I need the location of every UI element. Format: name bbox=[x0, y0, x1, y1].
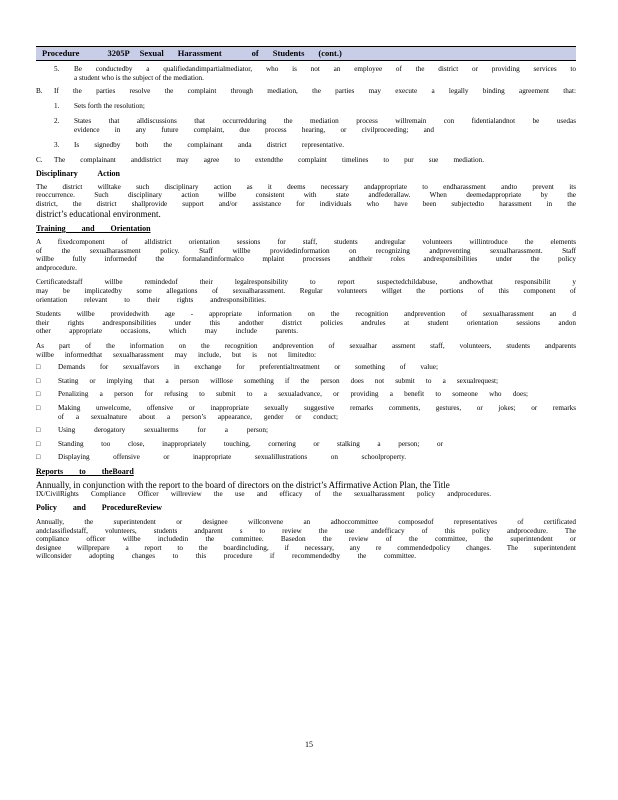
list-item-bullet-1: □ Demands for sexualfavors in exchange for preferentialtreatment or something of value; bbox=[36, 363, 438, 372]
bullet-marker-icon: □ bbox=[36, 453, 41, 462]
section-c-text: The complainant anddistrict may agree to extendthe complaint timelines to pur sue mediation. bbox=[54, 156, 484, 165]
heading-policy-procedure-review: Policy and ProcedureReview bbox=[36, 503, 162, 512]
header-sexual: Sexual bbox=[139, 48, 164, 58]
bullet-marker-icon: □ bbox=[36, 403, 41, 412]
list-item-bullet-6: □ Standing too close, inappropriately touching, cornering or stalking a person; or bbox=[36, 439, 443, 448]
page-number: 15 bbox=[305, 740, 313, 749]
a5-line1: Be conductedby a qualifiedandimpartialmediator, who is not an employee of the district or providing services to bbox=[74, 65, 576, 73]
list-item-bullet-3: □ Penalizing a person for refusing to submit to a sexualadvance, or providing a benefit to someone who does; bbox=[36, 390, 528, 399]
list-item-b1: 1. Sets forth the resolution; bbox=[54, 101, 145, 110]
header-harassment: Harassment bbox=[177, 48, 222, 58]
section-c: C. The complainant anddistrict may agree to extendthe complaint timelines to pur sue mediation. bbox=[36, 156, 484, 165]
procedure-header-bar bbox=[36, 46, 576, 61]
list-item-b2: 2. States that alldiscussions that occurredduring the mediation process willremain con fidentialandnot be usedas evidence in any future complaint, due process hearing, or civilproceeding; and bbox=[54, 117, 576, 134]
header-of: of bbox=[251, 48, 259, 58]
heading-disciplinary-action: Disciplinary Action bbox=[36, 168, 121, 178]
heading-reports-to-board: Reports to theBoard bbox=[36, 466, 134, 476]
header-students: Students bbox=[272, 48, 305, 58]
document-page: Procedure 3205P Sexual Harassment of Students (cont.) 5. Be conductedby a qualifiedandimpartialmediator, who is not an employee of the district or providing services to a student who is the subject of the mediation. B. If the parties resolve the complaint through mediation, the parties may execute a legally binding agreement that: 1. Sets forth the resolution; 2. States that alldiscussions that occurredduring the mediation process willremain con fidentialandnot be usedas evidence in any future complaint, due process hearing, or civilproceeding; and 3. Is signedby both the complainant anda district representative. C. The complainant anddistrict may agree to extendthe complaint timelines to pur sue mediation. Disciplinary Action The district willtake such disciplinary action as it deems necessary andappropriate to endharassment andto prevent its reoccurrence. Such disciplinary action willbe consistent with state andfederallaw. When deemedappropriate by the district, the district shallprovide support and/or assistance for individuals who have been subjectedto harassment in the district’s educational environment. Training and Orientation A fixedcomponent of alldistrict orientation sessions for staff, students andregular volunteers willintroduce the elements of the sexualharassment policy. Staff willbe providedinformation on recognizing andpreventing sexualharassment. Staff willbe fully informedof the formalandinformalco mplaint processes andtheir roles andresponsibilities under the policy andprocedure. Certificatedstaff willbe remindedof their legalresponsibility to report suspectedchildabuse, andhowthat responsibilit y may be implicatedby some allegations of sexualharassment. Regular volunteers willget the portions of this component of orientation relevant to their rights andresponsibilities. Students willbe providedwith age - appropriate information on the recognition andprevention of sexualharassment an d their rights andresponsibilities under this andother district policies andrules at student orientation sessions andon other appropriate occasions, which may include parents. As part of the information on the recognition andprevention of sexualhar assment staff, volunteers, students andparents willbe informedthat sexualharassment may include, but is not limitedto: □ Demands for sexualfavors in exchange for preferentialtreatment or something of value; □ Stating or implying that a person willlose something if the person does not submit to a sexualrequest; □ Penalizing a person for refusing to submit to a sexualadvance, or providing a benefit to someone who does; □ Making unwelcome, offensive or inappropriate sexually suggestive remarks comments, gestures, or jokes; or remarks of a sexualnature about a person’s appearance, gender or conduct; □ Using derogatory sexualterms for a person; □ Standing too close, inappropriately touching, cornering or stalking a person; or □ Displaying offensive or inappropriate sexualillustrations on schoolproperty. Reports to theBoard Annually, in conjunction with the report to the board of directors on the district’s Affirmative Action Plan, the Title IX/CivilRights Compliance Officer willreview the use and efficacy of the sexualharassment policy andprocedures. Policy and ProcedureReview Annually, the superintendent or designee willconvene an adhoccommittee composedof representatives of certificated andclassifiedstaff, volunteers, students andparent s to review the use andefficacy of this policy andprocedure. The compliance officer willbe includedin the committee. Basedon the review of the committee, the superintendent or designee willprepare a report to the boardincluding, if necessary, any re commendedpolicy changes. The superintendent willconsider adopting changes to this procedure if recommendedby the committee. bbox=[36, 48, 576, 561]
list-item-a5: 5. Be conductedby a qualifiedandimpartialmediator, who is not an employee of the district or providing services to a student who is the subject of the mediation. bbox=[54, 65, 576, 82]
bullet-marker-icon: □ bbox=[36, 439, 41, 448]
section-b: B. If the parties resolve the complaint through mediation, the parties may execute a legally binding agreement that: bbox=[36, 87, 576, 96]
heading-training-orientation: Training and Orientation bbox=[36, 224, 151, 234]
header-cont: (cont.) bbox=[318, 48, 342, 58]
list-item-bullet-2: □ Stating or implying that a person willlose something if the person does not submit to a sexualrequest; bbox=[36, 376, 498, 385]
list-item-bullet-4: □ Making unwelcome, offensive or inappropriate sexually suggestive remarks comments, gestures, or jokes; or remarks of a sexualnature about a person’s appearance, gender or conduct; bbox=[36, 403, 576, 421]
list-item-bullet-5: □ Using derogatory sexualterms for a person; bbox=[36, 426, 268, 435]
bullet-marker-icon: □ bbox=[36, 363, 41, 372]
bullet-marker-icon: □ bbox=[36, 426, 41, 435]
header-number: 3205P bbox=[107, 48, 130, 58]
header-procedure: Procedure bbox=[42, 48, 80, 58]
a5-line2: a student who is the subject of the mediation. bbox=[74, 73, 204, 82]
bullet-marker-icon: □ bbox=[36, 390, 41, 399]
list-item-bullet-7: □ Displaying offensive or inappropriate sexualillustrations on schoolproperty. bbox=[36, 453, 406, 462]
list-item-b3: 3. Is signedby both the complainant anda district representative. bbox=[54, 140, 344, 149]
section-b-text: If the parties resolve the complaint through mediation, the parties may execute a legally binding agreement that: bbox=[54, 87, 576, 96]
bullet-marker-icon: □ bbox=[36, 376, 41, 385]
